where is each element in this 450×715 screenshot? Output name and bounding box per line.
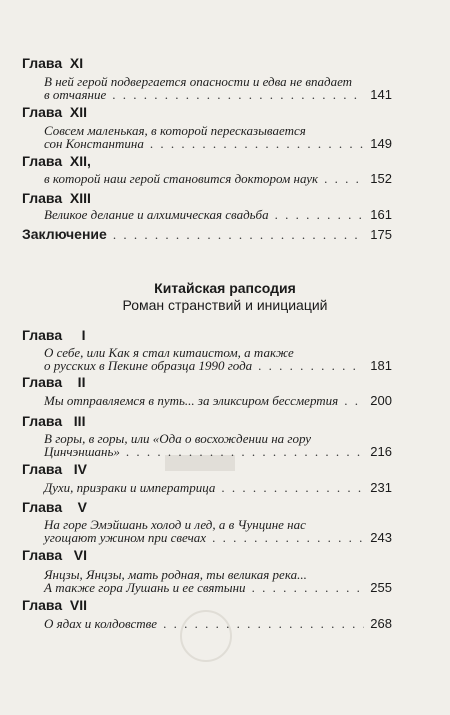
chapter-description-last-line: А также гора Лушань и ее святыни xyxy=(44,580,246,595)
dot-leader xyxy=(113,227,364,243)
chapter-description-line: Янцзы, Янцзы, мать родная, ты великая река... xyxy=(44,567,307,582)
toc-entry-line[interactable] xyxy=(44,529,392,547)
page-number: 161 xyxy=(370,207,392,222)
dot-leader xyxy=(258,358,364,374)
chapter-description-last-line: в отчаяние xyxy=(44,87,107,102)
page-number: 231 xyxy=(370,480,392,495)
toc-entry-line[interactable] xyxy=(44,170,392,188)
chapter-description-line: В горы, в горы, или «Ода о восхождении на гору xyxy=(44,431,312,446)
section-subtitle: Роман странствий и инициаций xyxy=(122,297,328,313)
chapter-description-line: В ней герой подвергается опасности и едва не впадает xyxy=(44,74,353,89)
chapter-heading: Глава XI xyxy=(22,55,84,71)
dot-leader xyxy=(324,171,364,187)
page-number: 152 xyxy=(370,171,392,186)
chapter-description-last-line: о русских в Пекине образца 1990 года xyxy=(44,358,253,373)
toc-entry-line[interactable] xyxy=(44,206,392,224)
toc-entry-line[interactable] xyxy=(44,579,392,597)
chapter-description-line: О себе, или Как я стал китаистом, а также xyxy=(44,345,294,360)
chapter-description-last-line: сон Константина xyxy=(44,136,144,151)
chapter-heading: Глава III xyxy=(22,413,86,429)
conclusion-label: Заключение xyxy=(22,226,107,242)
page-number: 216 xyxy=(370,444,392,459)
toc-entry-line[interactable] xyxy=(44,135,392,153)
chapter-heading: Глава V xyxy=(22,499,88,515)
chapter-heading: Глава VII xyxy=(22,597,88,613)
toc-entry-line[interactable] xyxy=(44,357,392,375)
chapter-heading: Глава XII, xyxy=(22,153,91,169)
page-number: 243 xyxy=(370,530,392,545)
chapter-description-last-line: Цинчэншань» xyxy=(44,444,120,459)
chapter-description-last-line: в которой наш герой становится доктором наук xyxy=(44,171,319,186)
page-number: 149 xyxy=(370,136,392,151)
dot-leader xyxy=(126,444,364,460)
toc-entry-line[interactable] xyxy=(44,86,392,104)
chapter-heading: Глава I xyxy=(22,327,86,343)
chapter-heading: Глава XIII xyxy=(22,190,91,206)
page-number: 181 xyxy=(370,358,392,373)
page-number: 255 xyxy=(370,580,392,595)
chapter-heading: Глава VI xyxy=(22,547,88,563)
dot-leader xyxy=(221,480,364,496)
toc-conclusion[interactable] xyxy=(22,226,392,244)
dot-leader xyxy=(150,136,364,152)
dot-leader xyxy=(252,580,365,596)
chapter-description-last-line: Великое делание и алхимическая свадьба xyxy=(44,207,269,222)
dot-leader xyxy=(344,393,364,409)
toc-entry-line[interactable] xyxy=(44,615,392,633)
chapter-description-line: Совсем маленькая, в которой пересказывается xyxy=(44,123,306,138)
chapter-heading: Глава IV xyxy=(22,461,88,477)
chapter-heading: Глава II xyxy=(22,374,86,390)
dot-leader xyxy=(163,616,364,632)
chapter-description-last-line: Духи, призраки и императрица xyxy=(44,480,216,495)
page-number: 268 xyxy=(370,616,392,631)
page-number: 175 xyxy=(370,227,392,242)
page-number: 200 xyxy=(370,393,392,408)
toc-entry-line[interactable] xyxy=(44,479,392,497)
dot-leader xyxy=(212,530,364,546)
chapter-description-last-line: О ядах и колдовстве xyxy=(44,616,158,631)
toc-entry-line[interactable] xyxy=(44,443,392,461)
dot-leader xyxy=(275,207,365,223)
chapter-description-last-line: Мы отправляемся в путь... за эликсиром бессмертия xyxy=(44,393,339,408)
page-number: 141 xyxy=(370,87,392,102)
toc-entry-line[interactable] xyxy=(44,392,392,410)
chapter-heading: Глава XII xyxy=(22,104,88,120)
dot-leader xyxy=(112,87,364,103)
chapter-description-line: На горе Эмэйшань холод и лед, а в Чунцине нас xyxy=(44,517,306,532)
section-title: Китайская рапсодия xyxy=(154,280,296,296)
chapter-description-last-line: угощают ужином при свечах xyxy=(44,530,207,545)
